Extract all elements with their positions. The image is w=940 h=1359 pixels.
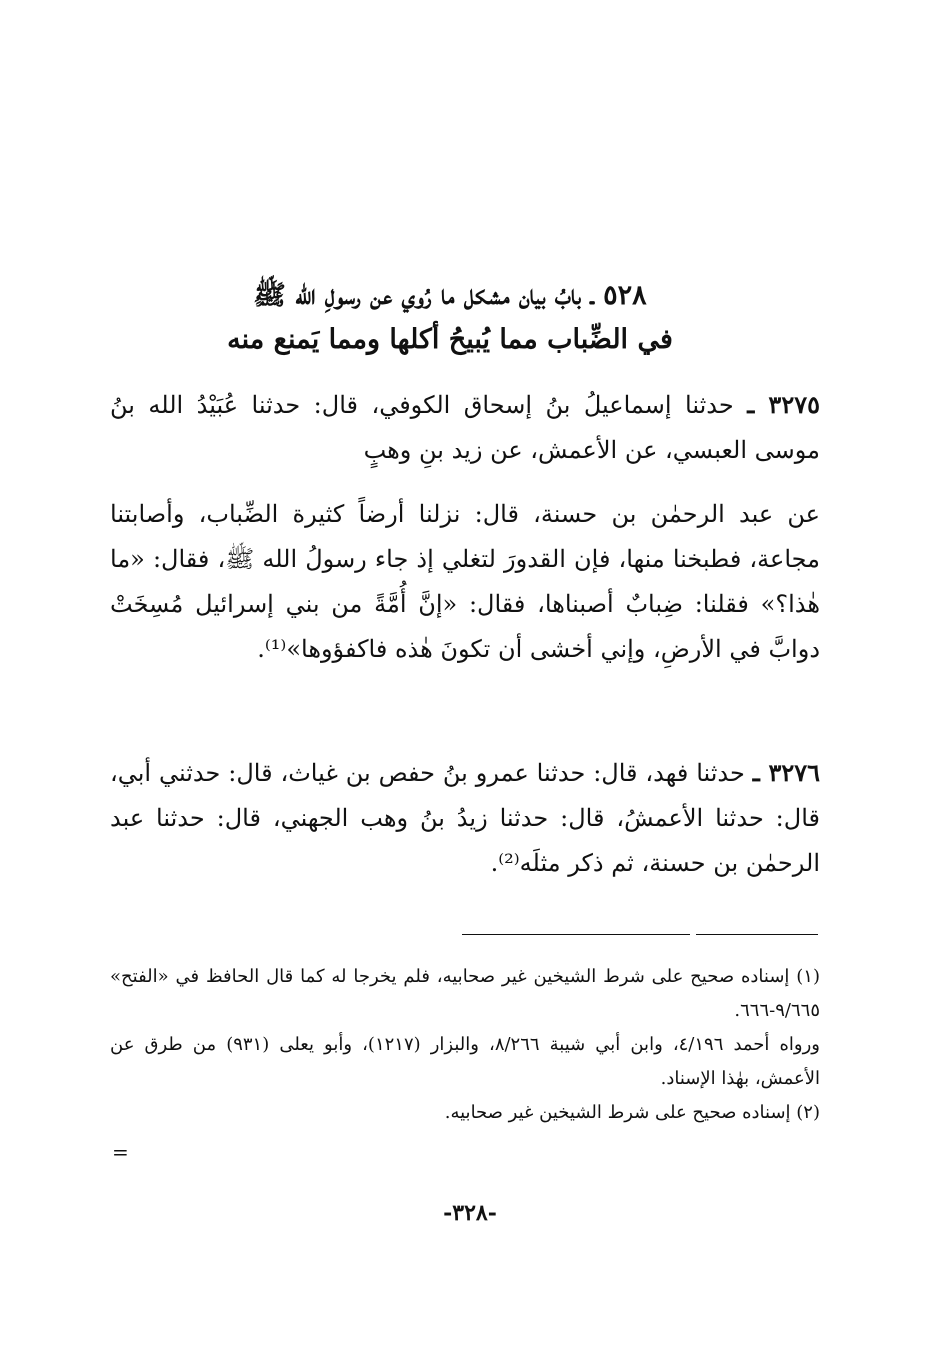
hadith-text: حدثنا فهد، قال: حدثنا عمرو بنُ حفص بن غياث، قال: حدثني أبي، قال: حدثنا الأعمشُ، قال: حدثنا زيدُ بنُ وهب الجهني، قال: حدثنا عبد الرحمٰن بن حسنة، ثم ذكر مثلَه⁽²⁾. [110,759,820,877]
hadith-3275 [110,382,820,473]
chapter-title-line-1: ٥٢٨ ـ بابُ بيان مشكل ما رُوي عن رسولِ الله ﷺ [253,280,647,311]
hadith-chain: حدثنا إسماعيلُ بنُ إسحاق الكوفي، قال: حدثنا عُبَيْدُ الله بنُ موسى العبسي، عن الأعمش، عن زيد بنِ وهبٍ [110,391,820,464]
footnote-2: (٢) إسناده صحيح على شرط الشيخين غير صحابيه. [444,1102,820,1123]
continuation-mark: = [112,1140,129,1164]
page-number: -٣٢٨- [443,1200,497,1226]
chapter-title-line-2: في الضِّباب مما يُبيحُ أكلها ومما يَمنع منه [227,324,673,355]
hadith-3275-matn [110,492,820,672]
hadith-text: عن عبد الرحمٰن بن حسنة، قال: نزلنا أرضاً كثيرة الضِّباب، وأصابتنا مجاعة، فطبخنا منها، فإن القدورَ لتغلي إذ جاء رسولُ الله ﷺ، فقال: «ما هٰذا؟» فقلنا: ضِبابٌ أصبناها، فقال: «إنَّ أُمَّةً من بني إسرائيل مُسِخَتْ دوابَّ في الأرضِ، وإني أخشى أن تكونَ هٰذه فاكفؤوها»⁽¹⁾. [110,500,820,663]
hadith-number: ٣٢٧٦ ـ [752,758,820,787]
footnote-1: (١) إسناده صحيح على شرط الشيخين غير صحابيه، فلم يخرجا له كما قال الحافظ في «الفتح» ٩/٦٦٥-٦٦٦. [110,966,820,1021]
footnote-divider-segment [696,934,818,935]
hadith-number: ٣٢٧٥ ـ [747,390,820,419]
footnotes [110,960,820,1130]
footnote-divider [462,934,690,935]
footnote-1-continued: ورواه أحمد ٤/١٩٦، وابن أبي شيبة ٨/٢٦٦، والبزار (١٢١٧)، وأبو يعلى (٩٣١) من طرق عن الأعمش، بهٰذا الإسناد. [110,1034,821,1089]
hadith-3276 [110,750,820,886]
chapter-title [110,274,790,362]
